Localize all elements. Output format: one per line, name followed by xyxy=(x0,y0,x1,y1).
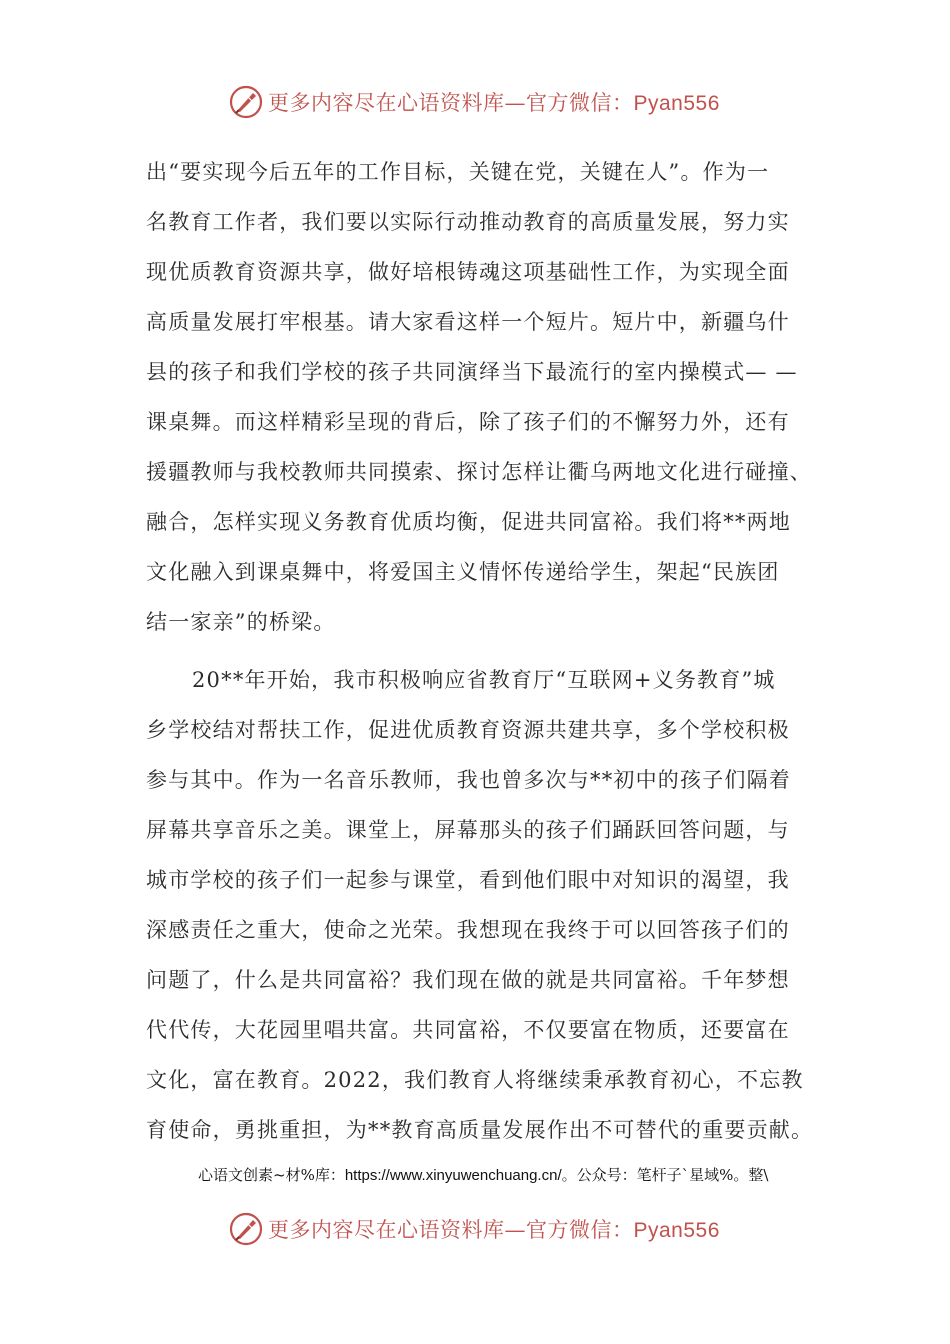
text-line: 城市学校的孩子们一起参与课堂，看到他们眼中对知识的渴望，我 xyxy=(146,868,790,892)
wechat-id: Pyan556 xyxy=(633,1219,720,1242)
text-line: 文化，富在教育。2022，我们教育人将继续秉承教育初心，不忘教 xyxy=(146,1068,804,1092)
wechat-id: Pyan556 xyxy=(633,92,720,115)
text-line: 高质量发展打牢根基。请大家看这样一个短片。短片中，新疆乌什 xyxy=(146,310,790,334)
footer-suffix: 。公众号：笔杆子`星域%。整\ xyxy=(561,1166,769,1184)
footer-url[interactable]: https://www.xinyuwenchuang.cn/ xyxy=(344,1167,562,1184)
banner-text: 更多内容尽在心语资料库—官方微信：Pyan556 xyxy=(268,1218,720,1242)
header-banner xyxy=(228,80,748,124)
text-line: 名教育工作者，我们要以实际行动推动教育的高质量发展，努力实 xyxy=(146,210,790,234)
text-line: 问题了，什么是共同富裕？我们现在做的就是共同富裕。千年梦想 xyxy=(146,968,790,992)
text-line: 参与其中。作为一名音乐教师，我也曾多次与**初中的孩子们隔着 xyxy=(146,768,791,792)
text-line: 20**年开始，我市积极响应省教育厅“互联网+义务教育”城 xyxy=(192,668,776,692)
quill-pen-logo-icon xyxy=(228,1211,264,1247)
text-line: 深感责任之重大，使命之光荣。我想现在我终于可以回答孩子们的 xyxy=(146,918,790,942)
paragraph-2 xyxy=(146,655,814,1155)
text-line: 屏幕共享音乐之美。课堂上，屏幕那头的孩子们踊跃回答问题，与 xyxy=(146,818,790,842)
text-line: 结一家亲”的桥梁。 xyxy=(146,610,336,634)
quill-pen-logo-icon xyxy=(228,84,264,120)
text-line: 代代传，大花园里唱共富。共同富裕，不仅要富在物质，还要富在 xyxy=(146,1018,790,1042)
text-line: 县的孩子和我们学校的孩子共同演绎当下最流行的室内操模式— — xyxy=(146,360,798,384)
text-line: 文化融入到课桌舞中，将爱国主义情怀传递给学生，架起“民族团 xyxy=(146,560,780,584)
footer-banner xyxy=(228,1207,748,1251)
paragraph-1 xyxy=(146,147,814,647)
text-line: 现优质教育资源共享，做好培根铸魂这项基础性工作，为实现全面 xyxy=(146,260,790,284)
document-body xyxy=(146,147,814,1155)
footer-prefix: 心语文创素~材%库： xyxy=(198,1166,345,1184)
footer-source-note xyxy=(198,1164,768,1185)
text-line: 课桌舞。而这样精彩呈现的背后，除了孩子们的不懈努力外，还有 xyxy=(146,410,790,434)
text-line: 融合，怎样实现义务教育优质均衡，促进共同富裕。我们将**两地 xyxy=(146,510,791,534)
text-line: 育使命，勇挑重担，为**教育高质量发展作出不可替代的重要贡献。 xyxy=(146,1118,814,1142)
text-line: 出“要实现今后五年的工作目标，关键在党，关键在人”。作为一 xyxy=(146,160,770,184)
text-line: 乡学校结对帮扶工作，促进优质教育资源共建共享，多个学校积极 xyxy=(146,718,790,742)
banner-text: 更多内容尽在心语资料库—官方微信：Pyan556 xyxy=(268,91,720,115)
text-line: 援疆教师与我校教师共同摸索、探讨怎样让衢乌两地文化进行碰撞、 xyxy=(146,460,812,484)
